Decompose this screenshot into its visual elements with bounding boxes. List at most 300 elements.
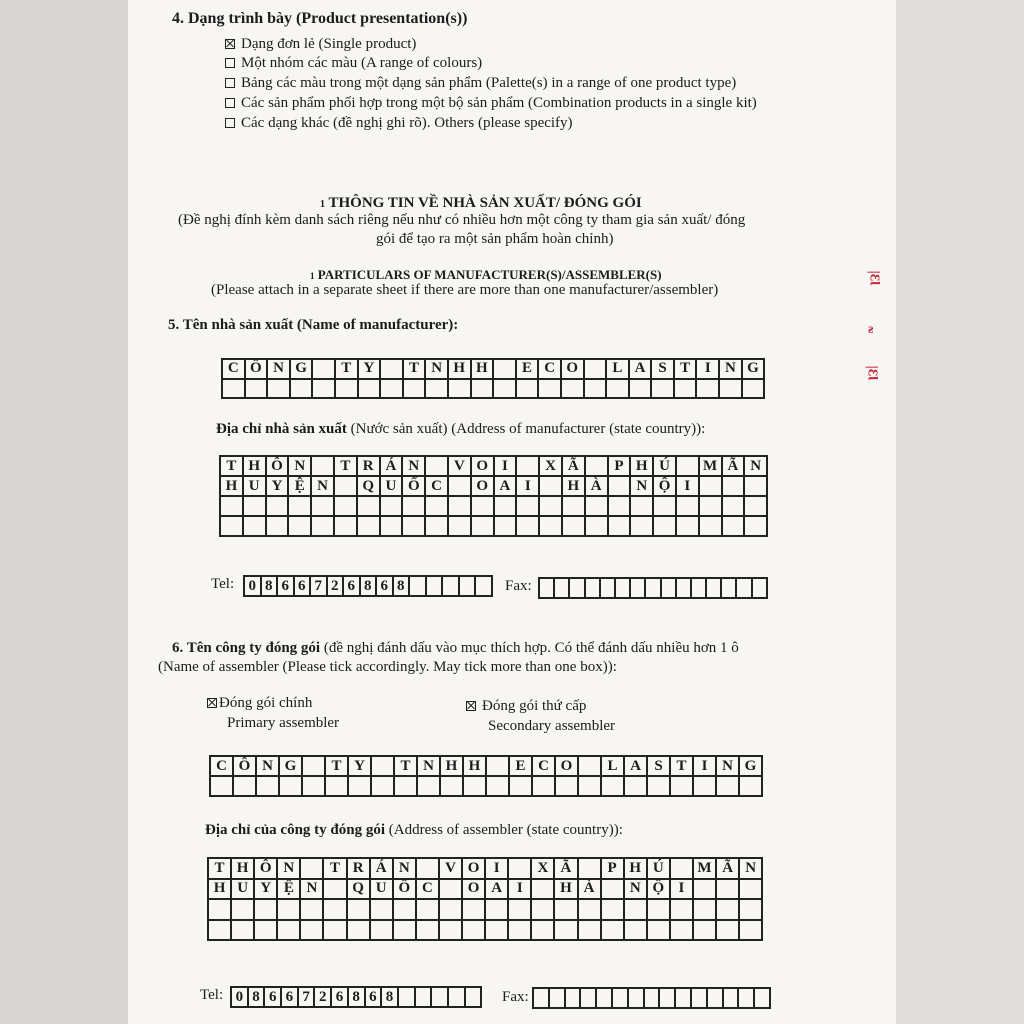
- grid-cell[interactable]: [677, 579, 692, 599]
- grid-cell[interactable]: L: [602, 757, 625, 777]
- grid-cell[interactable]: [707, 579, 722, 599]
- grid-cell[interactable]: U: [381, 477, 404, 497]
- grid-cell[interactable]: Ố: [394, 880, 417, 901]
- grid-cell[interactable]: [255, 900, 278, 921]
- grid-cell[interactable]: [532, 900, 555, 921]
- grid-cell[interactable]: [472, 517, 495, 537]
- grid-cell[interactable]: O: [472, 477, 495, 497]
- grid-cell[interactable]: [221, 517, 244, 537]
- checkbox[interactable]: [225, 78, 235, 88]
- grid-cell[interactable]: [609, 477, 632, 497]
- grid-cell[interactable]: [562, 380, 585, 400]
- grid-cell[interactable]: [697, 380, 720, 400]
- checkbox-checked[interactable]: [466, 701, 476, 711]
- grid-cell[interactable]: [745, 477, 768, 497]
- grid-cell[interactable]: [371, 900, 394, 921]
- grid-cell[interactable]: 2: [315, 988, 332, 1008]
- grid-cell[interactable]: [349, 777, 372, 797]
- grid-cell[interactable]: H: [625, 859, 648, 880]
- grid-cell[interactable]: [399, 988, 416, 1008]
- grid-cell[interactable]: [417, 900, 440, 921]
- grid-cell[interactable]: Ã: [717, 859, 740, 880]
- grid-cell[interactable]: T: [335, 457, 358, 477]
- grid-cell[interactable]: [723, 477, 746, 497]
- grid-cell[interactable]: I: [495, 457, 518, 477]
- grid-cell[interactable]: 2: [328, 577, 345, 597]
- grid-cell[interactable]: V: [449, 457, 472, 477]
- grid-cell[interactable]: [625, 921, 648, 942]
- grid-cell[interactable]: [602, 880, 625, 901]
- grid-cell[interactable]: N: [720, 360, 743, 380]
- grid-cell[interactable]: [426, 380, 449, 400]
- assembler-address-grid[interactable]: [207, 857, 763, 941]
- grid-cell[interactable]: N: [257, 757, 280, 777]
- grid-cell[interactable]: N: [301, 880, 324, 901]
- grid-cell[interactable]: N: [426, 360, 449, 380]
- grid-cell[interactable]: [717, 777, 740, 797]
- grid-cell[interactable]: H: [555, 880, 578, 901]
- grid-cell[interactable]: [660, 989, 676, 1009]
- grid-cell[interactable]: I: [517, 477, 540, 497]
- option-combination[interactable]: Các sản phẩm phối hợp trong một bộ sản phẩm (Combination products in a single kit): [225, 95, 757, 112]
- grid-cell[interactable]: Á: [381, 457, 404, 477]
- grid-cell[interactable]: 6: [377, 577, 394, 597]
- grid-cell[interactable]: [440, 880, 463, 901]
- grid-cell[interactable]: [694, 880, 717, 901]
- grid-cell[interactable]: [652, 380, 675, 400]
- grid-cell[interactable]: O: [562, 360, 585, 380]
- grid-cell[interactable]: [555, 579, 570, 599]
- grid-cell[interactable]: [232, 921, 255, 942]
- grid-cell[interactable]: [671, 777, 694, 797]
- grid-cell[interactable]: [426, 517, 449, 537]
- grid-cell[interactable]: R: [358, 457, 381, 477]
- grid-cell[interactable]: T: [324, 859, 347, 880]
- grid-cell[interactable]: 6: [344, 577, 361, 597]
- grid-cell[interactable]: [301, 921, 324, 942]
- grid-cell[interactable]: [597, 989, 613, 1009]
- grid-cell[interactable]: [602, 900, 625, 921]
- grid-cell[interactable]: [324, 921, 347, 942]
- grid-cell[interactable]: N: [625, 880, 648, 901]
- grid-cell[interactable]: [631, 497, 654, 517]
- grid-cell[interactable]: [662, 579, 677, 599]
- grid-cell[interactable]: [509, 859, 532, 880]
- grid-cell[interactable]: [464, 777, 487, 797]
- grid-cell[interactable]: [517, 517, 540, 537]
- grid-cell[interactable]: [677, 497, 700, 517]
- grid-cell[interactable]: [449, 497, 472, 517]
- grid-cell[interactable]: À: [579, 880, 602, 901]
- grid-cell[interactable]: C: [223, 360, 246, 380]
- grid-cell[interactable]: [463, 900, 486, 921]
- grid-cell[interactable]: [586, 497, 609, 517]
- grid-cell[interactable]: Ệ: [289, 477, 312, 497]
- grid-cell[interactable]: [441, 777, 464, 797]
- grid-cell[interactable]: C: [426, 477, 449, 497]
- checkbox[interactable]: [225, 98, 235, 108]
- option-single-product[interactable]: Dạng đơn lẻ (Single product): [225, 36, 416, 53]
- grid-cell[interactable]: [677, 457, 700, 477]
- grid-cell[interactable]: [625, 900, 648, 921]
- grid-cell[interactable]: [209, 921, 232, 942]
- grid-cell[interactable]: Ô: [234, 757, 257, 777]
- grid-cell[interactable]: [570, 579, 585, 599]
- grid-cell[interactable]: [372, 757, 395, 777]
- grid-cell[interactable]: [745, 497, 768, 517]
- grid-cell[interactable]: [234, 777, 257, 797]
- grid-cell[interactable]: T: [404, 360, 427, 380]
- grid-cell[interactable]: G: [280, 757, 303, 777]
- grid-cell[interactable]: [720, 380, 743, 400]
- grid-cell[interactable]: Ộ: [648, 880, 671, 901]
- grid-cell[interactable]: Ô: [246, 360, 269, 380]
- grid-cell[interactable]: I: [509, 880, 532, 901]
- grid-cell[interactable]: [472, 497, 495, 517]
- grid-cell[interactable]: [722, 579, 737, 599]
- grid-cell[interactable]: [301, 900, 324, 921]
- grid-cell[interactable]: [585, 360, 608, 380]
- checkbox-checked[interactable]: [207, 698, 217, 708]
- grid-cell[interactable]: [700, 497, 723, 517]
- grid-cell[interactable]: [312, 457, 335, 477]
- grid-cell[interactable]: [740, 921, 763, 942]
- grid-cell[interactable]: [555, 900, 578, 921]
- grid-cell[interactable]: [700, 477, 723, 497]
- grid-cell[interactable]: [534, 989, 550, 1009]
- grid-cell[interactable]: N: [717, 757, 740, 777]
- grid-cell[interactable]: E: [510, 757, 533, 777]
- grid-cell[interactable]: X: [540, 457, 563, 477]
- grid-cell[interactable]: [257, 777, 280, 797]
- grid-cell[interactable]: [540, 579, 555, 599]
- option-palette[interactable]: Bảng các màu trong một dạng sản phẩm (Palette(s) in a range of one product type): [225, 75, 736, 92]
- grid-cell[interactable]: [648, 921, 671, 942]
- grid-cell[interactable]: 6: [278, 577, 295, 597]
- grid-cell[interactable]: [232, 900, 255, 921]
- grid-cell[interactable]: [418, 777, 441, 797]
- grid-cell[interactable]: [426, 497, 449, 517]
- grid-cell[interactable]: S: [648, 757, 671, 777]
- primary-assembler-option[interactable]: Đóng gói chính: [207, 695, 312, 712]
- grid-cell[interactable]: T: [326, 757, 349, 777]
- grid-cell[interactable]: [440, 921, 463, 942]
- grid-cell[interactable]: [671, 859, 694, 880]
- grid-cell[interactable]: 8: [394, 577, 411, 597]
- grid-cell[interactable]: [740, 880, 763, 901]
- grid-cell[interactable]: N: [418, 757, 441, 777]
- grid-cell[interactable]: Ã: [723, 457, 746, 477]
- grid-cell[interactable]: [586, 517, 609, 537]
- grid-cell[interactable]: [708, 989, 724, 1009]
- grid-cell[interactable]: V: [440, 859, 463, 880]
- grid-cell[interactable]: [745, 517, 768, 537]
- grid-cell[interactable]: H: [472, 360, 495, 380]
- grid-cell[interactable]: [335, 477, 358, 497]
- grid-cell[interactable]: [487, 777, 510, 797]
- grid-cell[interactable]: [616, 579, 631, 599]
- grid-cell[interactable]: I: [694, 757, 717, 777]
- option-others[interactable]: Các dạng khác (đề nghị ghi rõ). Others (please specify): [225, 115, 573, 132]
- grid-cell[interactable]: [613, 989, 629, 1009]
- grid-cell[interactable]: T: [395, 757, 418, 777]
- grid-cell[interactable]: 6: [332, 988, 349, 1008]
- grid-cell[interactable]: Q: [358, 477, 381, 497]
- grid-cell[interactable]: 7: [299, 988, 316, 1008]
- grid-cell[interactable]: T: [221, 457, 244, 477]
- grid-cell[interactable]: [486, 900, 509, 921]
- grid-cell[interactable]: Ú: [654, 457, 677, 477]
- grid-cell[interactable]: U: [371, 880, 394, 901]
- grid-cell[interactable]: Á: [371, 859, 394, 880]
- grid-cell[interactable]: [324, 880, 347, 901]
- grid-cell[interactable]: [579, 757, 602, 777]
- grid-cell[interactable]: A: [625, 757, 648, 777]
- grid-cell[interactable]: U: [232, 880, 255, 901]
- grid-cell[interactable]: [694, 900, 717, 921]
- grid-cell[interactable]: [692, 989, 708, 1009]
- grid-cell[interactable]: R: [348, 859, 371, 880]
- grid-cell[interactable]: [563, 517, 586, 537]
- grid-cell[interactable]: N: [312, 477, 335, 497]
- grid-cell[interactable]: [267, 497, 290, 517]
- grid-cell[interactable]: [280, 777, 303, 797]
- grid-cell[interactable]: [432, 988, 449, 1008]
- grid-cell[interactable]: Ố: [403, 477, 426, 497]
- grid-cell[interactable]: [540, 477, 563, 497]
- grid-cell[interactable]: 7: [311, 577, 328, 597]
- grid-cell[interactable]: U: [244, 477, 267, 497]
- grid-cell[interactable]: [550, 989, 566, 1009]
- grid-cell[interactable]: C: [533, 757, 556, 777]
- grid-cell[interactable]: [510, 777, 533, 797]
- grid-cell[interactable]: [629, 989, 645, 1009]
- grid-cell[interactable]: Ệ: [278, 880, 301, 901]
- grid-cell[interactable]: I: [486, 859, 509, 880]
- grid-cell[interactable]: [289, 497, 312, 517]
- grid-cell[interactable]: G: [740, 757, 763, 777]
- grid-cell[interactable]: C: [417, 880, 440, 901]
- checkbox-checked[interactable]: [225, 39, 235, 49]
- grid-cell[interactable]: 6: [265, 988, 282, 1008]
- grid-cell[interactable]: H: [449, 360, 472, 380]
- grid-cell[interactable]: [221, 497, 244, 517]
- grid-cell[interactable]: [602, 921, 625, 942]
- grid-cell[interactable]: [540, 497, 563, 517]
- grid-cell[interactable]: [648, 777, 671, 797]
- option-range-colours[interactable]: Một nhóm các màu (A range of colours): [225, 55, 482, 72]
- grid-cell[interactable]: [289, 517, 312, 537]
- grid-cell[interactable]: [533, 777, 556, 797]
- grid-cell[interactable]: N: [740, 859, 763, 880]
- grid-cell[interactable]: 6: [282, 988, 299, 1008]
- grid-cell[interactable]: [449, 477, 472, 497]
- grid-cell[interactable]: [371, 921, 394, 942]
- grid-cell[interactable]: [717, 900, 740, 921]
- grid-cell[interactable]: Ã: [563, 457, 586, 477]
- grid-cell[interactable]: [694, 777, 717, 797]
- grid-cell[interactable]: [607, 380, 630, 400]
- grid-cell[interactable]: [692, 579, 707, 599]
- grid-cell[interactable]: N: [403, 457, 426, 477]
- grid-cell[interactable]: N: [394, 859, 417, 880]
- grid-cell[interactable]: I: [697, 360, 720, 380]
- grid-cell[interactable]: [313, 360, 336, 380]
- grid-cell[interactable]: [743, 380, 766, 400]
- checkbox[interactable]: [225, 58, 235, 68]
- grid-cell[interactable]: [381, 497, 404, 517]
- grid-cell[interactable]: H: [209, 880, 232, 901]
- grid-cell[interactable]: Y: [267, 477, 290, 497]
- grid-cell[interactable]: Q: [348, 880, 371, 901]
- grid-cell[interactable]: [404, 380, 427, 400]
- grid-cell[interactable]: [463, 921, 486, 942]
- grid-cell[interactable]: [449, 380, 472, 400]
- grid-cell[interactable]: [395, 777, 418, 797]
- grid-cell[interactable]: [472, 380, 495, 400]
- grid-cell[interactable]: [609, 517, 632, 537]
- grid-cell[interactable]: T: [675, 360, 698, 380]
- grid-cell[interactable]: [427, 577, 444, 597]
- grid-cell[interactable]: [509, 921, 532, 942]
- grid-cell[interactable]: [671, 900, 694, 921]
- grid-cell[interactable]: 6: [295, 577, 312, 597]
- grid-cell[interactable]: N: [268, 360, 291, 380]
- grid-cell[interactable]: [359, 380, 382, 400]
- assembler-tel-field[interactable]: [230, 986, 482, 1008]
- grid-cell[interactable]: H: [441, 757, 464, 777]
- grid-cell[interactable]: [312, 517, 335, 537]
- grid-cell[interactable]: [403, 497, 426, 517]
- grid-cell[interactable]: [645, 989, 661, 1009]
- grid-cell[interactable]: C: [539, 360, 562, 380]
- grid-cell[interactable]: H: [563, 477, 586, 497]
- grid-cell[interactable]: S: [652, 360, 675, 380]
- grid-cell[interactable]: [494, 380, 517, 400]
- grid-cell[interactable]: [394, 900, 417, 921]
- grid-cell[interactable]: 8: [361, 577, 378, 597]
- grid-cell[interactable]: [494, 360, 517, 380]
- grid-cell[interactable]: [737, 579, 752, 599]
- grid-cell[interactable]: [739, 989, 755, 1009]
- grid-cell[interactable]: [631, 579, 646, 599]
- grid-cell[interactable]: L: [607, 360, 630, 380]
- grid-cell[interactable]: O: [472, 457, 495, 477]
- grid-cell[interactable]: E: [517, 360, 540, 380]
- grid-cell[interactable]: [723, 497, 746, 517]
- grid-cell[interactable]: [394, 921, 417, 942]
- grid-cell[interactable]: [724, 989, 740, 1009]
- grid-cell[interactable]: 0: [245, 577, 262, 597]
- grid-cell[interactable]: [717, 880, 740, 901]
- grid-cell[interactable]: O: [463, 880, 486, 901]
- grid-cell[interactable]: [209, 900, 232, 921]
- grid-cell[interactable]: [509, 900, 532, 921]
- grid-cell[interactable]: [246, 380, 269, 400]
- grid-cell[interactable]: 0: [232, 988, 249, 1008]
- grid-cell[interactable]: 8: [262, 577, 279, 597]
- grid-cell[interactable]: [717, 921, 740, 942]
- grid-cell[interactable]: [694, 921, 717, 942]
- grid-cell[interactable]: Y: [359, 360, 382, 380]
- grid-cell[interactable]: [335, 517, 358, 537]
- grid-cell[interactable]: G: [743, 360, 766, 380]
- grid-cell[interactable]: [753, 579, 768, 599]
- grid-cell[interactable]: [291, 380, 314, 400]
- grid-cell[interactable]: [631, 517, 654, 537]
- grid-cell[interactable]: [301, 859, 324, 880]
- grid-cell[interactable]: [348, 921, 371, 942]
- grid-cell[interactable]: N: [745, 457, 768, 477]
- grid-cell[interactable]: Y: [255, 880, 278, 901]
- grid-cell[interactable]: H: [221, 477, 244, 497]
- grid-cell[interactable]: [403, 517, 426, 537]
- grid-cell[interactable]: [540, 517, 563, 537]
- grid-cell[interactable]: Y: [349, 757, 372, 777]
- grid-cell[interactable]: [223, 380, 246, 400]
- grid-cell[interactable]: [278, 900, 301, 921]
- grid-cell[interactable]: O: [463, 859, 486, 880]
- grid-cell[interactable]: [417, 859, 440, 880]
- grid-cell[interactable]: O: [556, 757, 579, 777]
- grid-cell[interactable]: 8: [249, 988, 266, 1008]
- grid-cell[interactable]: A: [495, 477, 518, 497]
- grid-cell[interactable]: [677, 517, 700, 537]
- grid-cell[interactable]: H: [631, 457, 654, 477]
- grid-cell[interactable]: A: [630, 360, 653, 380]
- manufacturer-fax-field[interactable]: [538, 577, 768, 599]
- grid-cell[interactable]: [586, 457, 609, 477]
- grid-cell[interactable]: C: [211, 757, 234, 777]
- grid-cell[interactable]: [267, 517, 290, 537]
- grid-cell[interactable]: [579, 921, 602, 942]
- grid-cell[interactable]: [449, 988, 466, 1008]
- grid-cell[interactable]: Ú: [648, 859, 671, 880]
- grid-cell[interactable]: [556, 777, 579, 797]
- grid-cell[interactable]: [609, 497, 632, 517]
- grid-cell[interactable]: [517, 497, 540, 517]
- grid-cell[interactable]: [654, 497, 677, 517]
- grid-cell[interactable]: [476, 577, 493, 597]
- grid-cell[interactable]: [630, 380, 653, 400]
- grid-cell[interactable]: [278, 921, 301, 942]
- grid-cell[interactable]: [740, 777, 763, 797]
- grid-cell[interactable]: N: [278, 859, 301, 880]
- grid-cell[interactable]: X: [532, 859, 555, 880]
- grid-cell[interactable]: Ộ: [654, 477, 677, 497]
- grid-cell[interactable]: M: [694, 859, 717, 880]
- grid-cell[interactable]: [487, 757, 510, 777]
- grid-cell[interactable]: [495, 517, 518, 537]
- grid-cell[interactable]: [244, 497, 267, 517]
- grid-cell[interactable]: [579, 777, 602, 797]
- grid-cell[interactable]: [601, 579, 616, 599]
- grid-cell[interactable]: [495, 497, 518, 517]
- grid-cell[interactable]: [417, 921, 440, 942]
- grid-cell[interactable]: I: [677, 477, 700, 497]
- grid-cell[interactable]: [211, 777, 234, 797]
- grid-cell[interactable]: [646, 579, 661, 599]
- grid-cell[interactable]: I: [671, 880, 694, 901]
- grid-cell[interactable]: 8: [382, 988, 399, 1008]
- grid-cell[interactable]: À: [586, 477, 609, 497]
- grid-cell[interactable]: H: [244, 457, 267, 477]
- grid-cell[interactable]: P: [602, 859, 625, 880]
- grid-cell[interactable]: [555, 921, 578, 942]
- grid-cell[interactable]: G: [291, 360, 314, 380]
- grid-cell[interactable]: [586, 579, 601, 599]
- grid-cell[interactable]: [268, 380, 291, 400]
